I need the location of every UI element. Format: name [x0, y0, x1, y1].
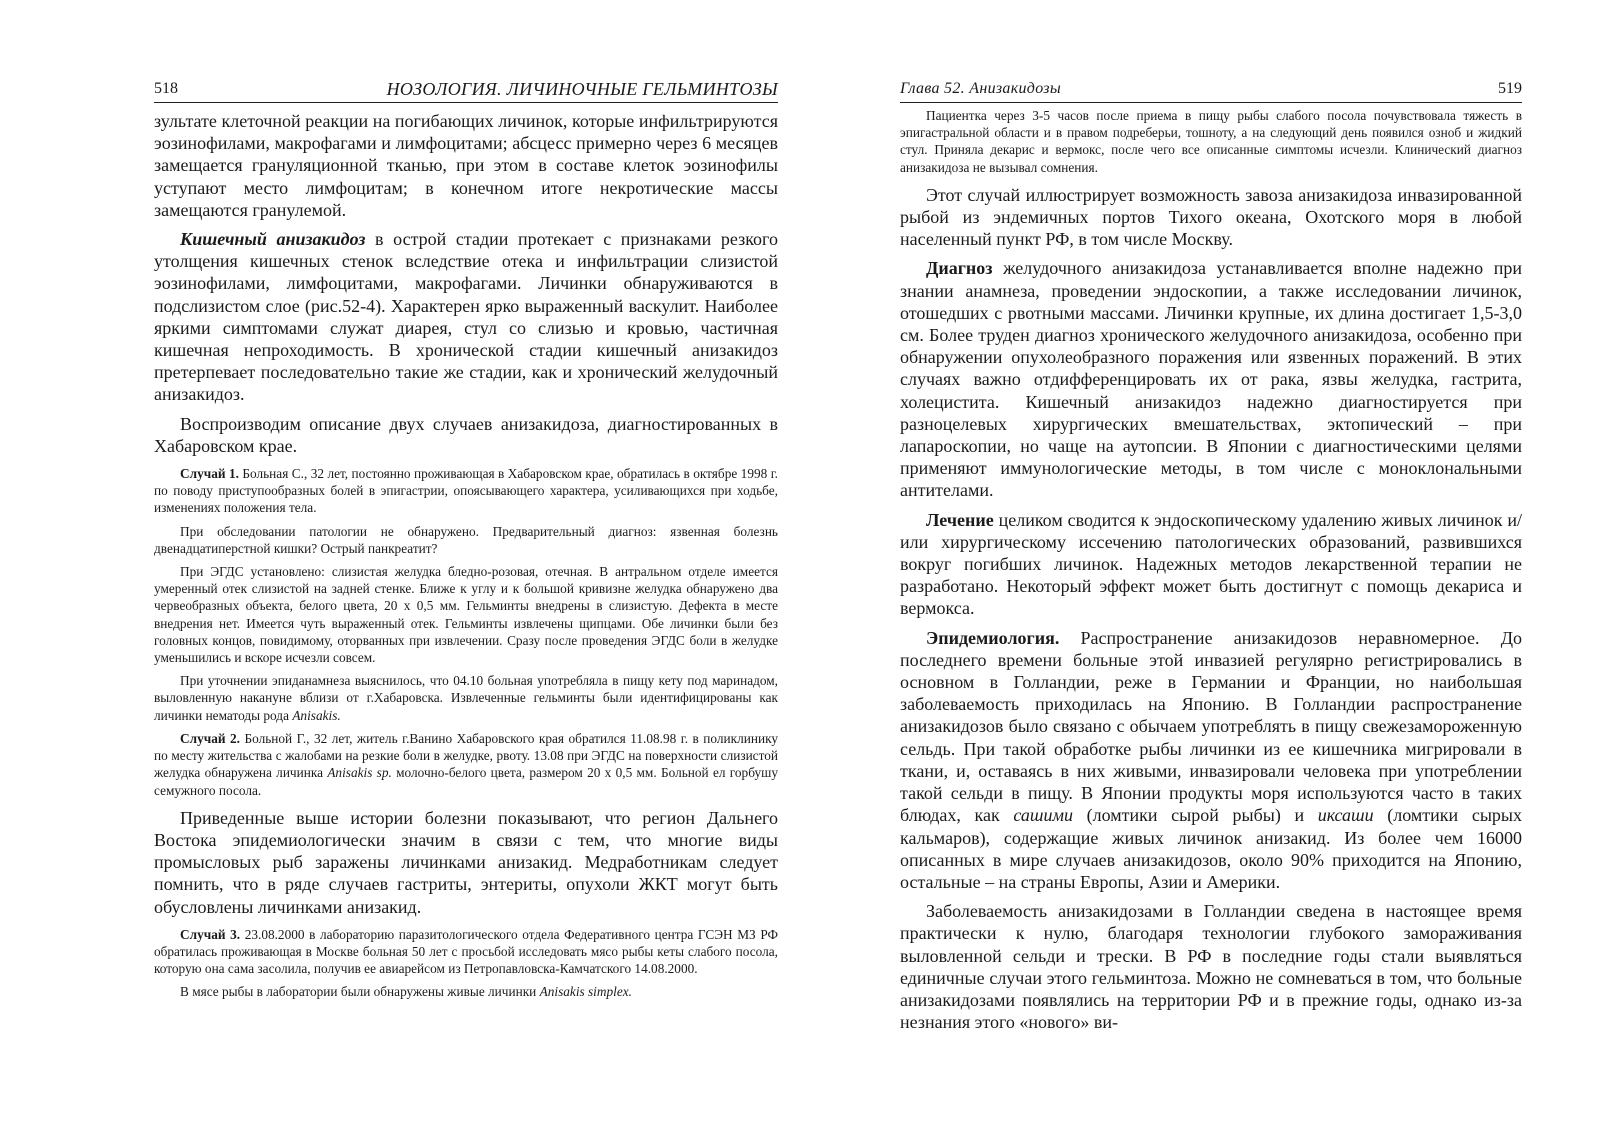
- epidemiology-text-c: (ломтики сырых кальмаров), содержащие живых личинок анизакид. Из более чем 16000 описанных в мире случаев анизакидозов, около 90% приходится на Японию, остальные – на страны Европы, Азии и Америки.: [900, 805, 1522, 892]
- case-3-finding-text: В мясе рыбы в лаборатории были обнаружены живые личинки: [180, 984, 540, 1000]
- treatment-text: целиком сводится к эндоскопическому удалению живых личинок и/или хирургическому иссечению патологических образований, развившихся вокруг погибших личинок. Надежных методов лекарственной терапии не разработано. Некоторый эффект может быть достигнут с помощь декариса и вермокса.: [900, 509, 1522, 619]
- left-paragraph-1: зультате клеточной реакции на погибающих личинок, которые инфильтрируются эозинофилами, макрофагами и лимфоцитами; абсцесс примерно через 6 месяцев замещается грануляционной тканью, при этом в составе клеток эозинофилы уступают место лимфоцитам; в конечном итоге некротические массы замещаются гранулемой.: [154, 111, 778, 220]
- case-2-paragraph: [154, 730, 778, 799]
- right-running-head: [900, 78, 1522, 103]
- diagnosis-heading: Диагноз: [926, 258, 993, 279]
- right-paragraph-diagnosis: [900, 257, 1522, 501]
- left-paragraph-intestinal: [154, 228, 778, 406]
- epidemiology-text-b: (ломтики сырой рыбы) и: [1072, 805, 1318, 826]
- case-3-paragraph: [154, 926, 778, 978]
- case-2-heading: Случай 2.: [180, 730, 240, 746]
- left-running-title: НОЗОЛОГИЯ. ЛИЧИНОЧНЫЕ ГЕЛЬМИНТОЗЫ: [386, 79, 778, 99]
- case-1-genus: Anisakis.: [292, 707, 341, 723]
- left-page: [154, 0, 778, 1133]
- intestinal-text: в острой стадии протекает с признаками резкого утолщения кишечных стенок вследствие отека и инфильтрации слизистой эозинофилами, лимфоцитами, макрофагами. Личинки обнаруживаются в подслизистом слое (рис.52-4). Характерен ярко выраженный васкулит. Наиболее яркими симптомами служат диарея, стул со слизью и кровью, частичная кишечная непроходимость. В хронической стадии кишечный анизакидоз претерпевает последовательно такие же стадии, как и хронический желудочный анизакидоз.: [154, 229, 778, 405]
- left-running-head: [154, 78, 778, 103]
- intestinal-heading: Кишечный анизакидоз: [180, 229, 366, 250]
- epidemiology-text-a: Распространение анизакидозов неравномерное. До последнего времени больные этой инвазией регулярно регистрировались в основном в Голландии, реже в Германии и Франции, но наибольшая заболеваемость приходилась на Японию. В Голландии распространение анизакидозов было связано с обычаем употреблять в пищу свежезамороженную сельдь. При такой обработке рыбы личинки из ее кишечника мигрировали в ткани, и, оставаясь в них живыми, инвазировали человека при употреблении такой сельди в пищу. В Японии продукты моря используются часто в таких блюдах, как: [900, 627, 1522, 826]
- term-sashimi: сашими: [1013, 805, 1073, 826]
- case-1-anamnesis: [154, 672, 778, 724]
- left-paragraph-cases-intro: Воспроизводим описание двух случаев анизакидоза, диагностированных в Хабаровском крае.: [154, 413, 778, 456]
- right-page-number: 519: [1498, 80, 1522, 97]
- case-3-finding: [154, 983, 778, 1000]
- right-page: [900, 0, 1522, 1133]
- case-3-heading: Случай 3.: [180, 926, 241, 942]
- term-iksashi: иксаши: [1317, 805, 1374, 826]
- left-body: [154, 110, 778, 1001]
- left-page-number: 518: [154, 80, 178, 97]
- case-1-paragraph: [154, 465, 778, 517]
- case-2-text-a: Больной Г., 32 лет, житель г.Ванино Хабаровского края обратился 11.08.98 г. в поликлинику по месту жительства с жалобами на резкие боли в желудке, рвоту. 13.08 при ЭГДС на поверхности слизистой желудка обнаружена личинка: [154, 730, 778, 781]
- case-1-examination: При обследовании патологии не обнаружено. Предварительный диагноз: язвенная болезнь двенадцатиперстной кишки? Острый панкреатит?: [154, 523, 778, 556]
- right-body: [900, 107, 1522, 1033]
- case-1-text: Больная С., 32 лет, постоянно проживающая в Хабаровском крае, обратилась в октябре 1998 г. по поводу приступообразных болей в эпигастрии, опоясывающего характера, усиливающихся при ходьбе, изменениях положения тела.: [154, 466, 778, 516]
- case-1-heading: Случай 1.: [180, 466, 239, 482]
- diagnosis-text: желудочного анизакидоза устанавливается вполне надежно при знании анамнеза, проведении эндоскопии, а также исследовании личинок, отошедших с рвотными массами. Личинки крупные, их длина достигает 1,5-3,0 см. Более труден диагноз хронического желудочного анизакидоза, особенно при обнаружении опухолеобразного поражения или язвенных поражений. В этих случаях важно отдифференцировать их от рака, язвы желудка, гастрита, холецистита. Кишечный анизакидоз надежно диагностируется при разноцелевых хирургических вмешательствах, эктопический – при лапароскопии, но чаще на аутопсии. В Японии с диагностическими целями применяют иммунологические методы, в том числе с моноклональными антителами.: [900, 258, 1522, 501]
- right-running-title: Глава 52. Анизакидозы: [900, 80, 1061, 97]
- treatment-heading: Лечение: [926, 509, 994, 530]
- case-2-species: Anisakis sp.: [327, 765, 392, 781]
- right-paragraph-import: Этот случай иллюстрирует возможность завоза анизакидоза инвазированной рыбой из эндемичных портов Тихого океана, Охотского моря в любой населенный пункт РФ, в том числе Москву.: [900, 184, 1522, 250]
- case-1-egds: При ЭГДС установлено: слизистая желудка бледно-розовая, отечная. В антральном отделе имеется умеренный отек слизистой на задней стенке. Ближе к углу и к большой кривизне желудка обнаружено два червеобразных объекта, белого цвета, 20 х 0,5 мм. Гельминты внедрены в слизистую. Дефекта в месте внедрения нет. Имеется чуть выраженный отек. Гельминты извлечены щипцами. Обе личинки были без головных концов, повидимому, оторванных при извлечении. Сразу после проведения ЭГДС боли в желудке уменьшились и вскоре исчезли совсем.: [154, 564, 778, 666]
- right-paragraph-incidence: Заболеваемость анизакидозами в Голландии сведена в настоящее время практически к нулю, благодаря технологии глубокого замораживания выловленной сельди и трески. В РФ в последние годы стали выявляться единичные случаи этого гельминтоза. Можно не сомневаться в том, что больные анизакидозами появлялись на территории РФ и в прежние годы, однако из-за незнания этого «нового» ви-: [900, 901, 1522, 1033]
- right-paragraph-treatment: [900, 509, 1522, 620]
- case-3-text: 23.08.2000 в лабораторию паразитологического отдела Федеративного центра ГСЭН МЗ РФ обратилась проживающая в Москве больная 50 лет с просьбой исследовать мясо рыбы кеты слабого посола, которую она сама засолила, получив ее авиарейсом из Петропавловска-Камчатского 14.08.2000.: [154, 926, 778, 977]
- right-paragraph-epidemiology: [900, 627, 1522, 893]
- case-3-species: Anisakis simplex.: [539, 984, 632, 1000]
- case-3-continuation: Пациентка через 3-5 часов после приема в пищу рыбы слабого посола почувствовала тяжесть в эпигастральной области и в правом подреберьи, тошноту, а на следующий день появился озноб и жидкий стул. Приняла декарис и вермокс, после чего все описанные симптомы исчезли. Клинический диагноз анизакидоза не вызывал сомнения.: [900, 108, 1522, 175]
- left-paragraph-far-east: Приведенные выше истории болезни показывают, что регион Дальнего Востока эпидемиологически значим в связи с тем, что многие виды промысловых рыб заражены личинками анизакид. Медработникам следует помнить, что в ряде случаев гастриты, энтериты, опухоли ЖКТ могут быть обусловлены личинками анизакид.: [154, 807, 778, 917]
- case-1-anamnesis-text: При уточнении эпиданамнеза выяснилось, что 04.10 больная употребляла в пищу кету под маринадом, выловленную накануне вблизи от г.Хабаровска. Извлеченные гельминты были идентифицированы как личинки нематоды рода: [154, 673, 778, 723]
- case-2-text-b: молочно-белого цвета, размером 20 х 0,5 мм. Больной ел горбушу семужного посола.: [154, 765, 778, 798]
- epidemiology-heading: Эпидемиология.: [926, 627, 1060, 648]
